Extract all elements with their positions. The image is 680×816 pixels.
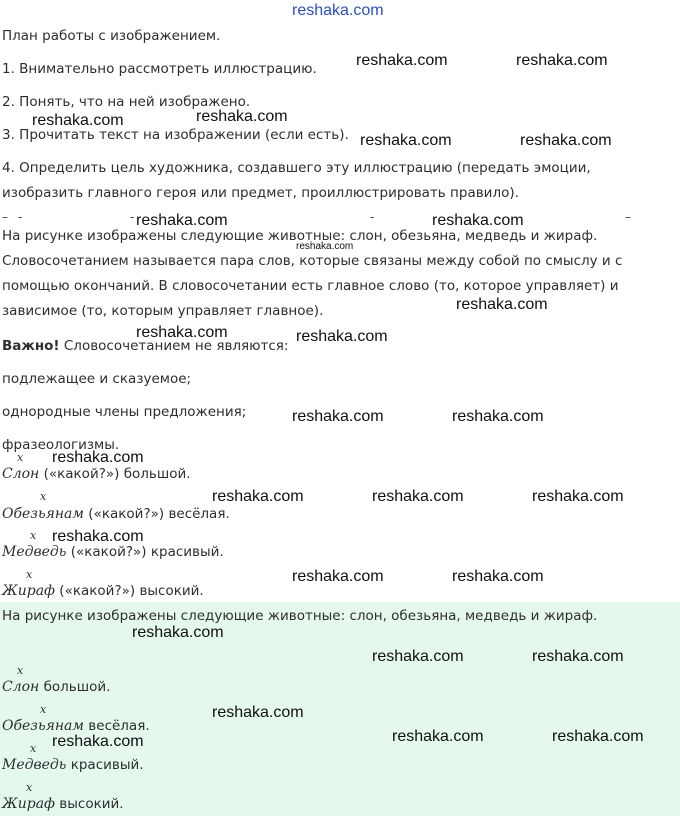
watermark: reshaka.com [292,408,384,425]
divider-mark: - [130,210,135,224]
main-word-mark: x [40,703,47,716]
explanation-intro: На рисунке изображены следующие животные: слон, обезьяна, медведь и жираф. [2,228,598,244]
answer-phrase-2 [2,718,150,734]
divider-mark: – [2,210,8,224]
watermark: reshaka.com [52,733,144,750]
watermark: reshaka.com [136,324,228,341]
phrase-4 [2,583,204,599]
phrase-dependent: большой. [123,466,191,482]
watermark: reshaka.com [296,328,388,345]
main-word-mark: x [30,529,37,542]
watermark: reshaka.com [136,212,228,229]
phrase-dependent: весёлая. [168,506,230,522]
phrase-head: Обезьянам [2,506,85,522]
watermark: reshaka.com [372,488,464,505]
phrase-question: («какой?») [84,506,169,522]
watermark: reshaka.com [532,488,624,505]
important-label: Важно! [2,338,60,354]
main-word-mark: x [40,490,47,503]
watermark: reshaka.com [356,52,448,69]
phrase-dependent: высокий. [55,796,124,812]
phrase-3 [2,544,224,560]
task-step-4: 4. Определить цель художника, создавшего эту иллюстрацию (передать эмоции, [2,160,591,176]
answer-phrase-4 [2,796,124,812]
main-word-mark: x [17,451,24,464]
phrase-dependent: красивый. [150,544,224,560]
watermark: reshaka.com [52,528,144,545]
phrase-dependent: красивый. [66,757,144,773]
phrase-2 [2,506,230,522]
watermark: reshaka.com [32,112,124,129]
main-word-mark: x [26,568,33,581]
definition-line-1: Словосочетанием называется пара слов, которые связаны между собой по смыслу и с [2,253,623,269]
site-header-link[interactable]: reshaka.com [292,2,384,19]
watermark: reshaka.com [452,568,544,585]
main-word-mark: x [30,742,37,755]
watermark: reshaka.com [196,108,288,125]
phrase-dependent: высокий. [139,583,204,599]
watermark: reshaka.com [456,296,548,313]
definition-line-3: зависимое (то, которым управляет главное). [2,303,324,319]
phrase-head: Жираф [2,796,56,812]
phrase-question: («какой?») [39,466,124,482]
divider-mark: – [625,210,631,224]
watermark: reshaka.com [452,408,544,425]
phrase-1 [2,466,191,482]
watermark: reshaka.com [360,132,452,149]
answer-phrase-3 [2,757,144,773]
phrase-question: («какой?») [66,544,151,560]
definition-line-2: помощью окончаний. В словосочетании есть главное слово (то, которое управляет) и [2,278,619,294]
task-title: План работы с изображением. [2,28,221,44]
task-step-4-cont: изобразить главного героя или предмет, проиллюстрировать правило). [2,185,519,201]
phrase-head: Слон [2,679,40,695]
answer-block [0,602,680,816]
divider-mark: - [18,210,23,224]
phrase-head: Обезьянам [2,718,85,734]
phrase-head: Жираф [2,583,56,599]
watermark: reshaka.com [432,212,524,229]
answer-phrase-1 [2,679,110,695]
phrase-head: Медведь [2,757,67,773]
watermark: reshaka.com [552,728,644,745]
exception-2: однородные члены предложения; [2,404,247,420]
exception-1: подлежащее и сказуемое; [2,371,192,387]
divider-mark: - [370,210,375,224]
task-step-1: 1. Внимательно рассмотреть иллюстрацию. [2,61,317,77]
watermark: reshaka.com [516,52,608,69]
watermark: reshaka.com [392,728,484,745]
phrase-dependent: большой. [39,679,111,695]
watermark: reshaka.com [292,568,384,585]
main-word-mark: x [17,664,24,677]
phrase-dependent: весёлая. [84,718,150,734]
watermark: reshaka.com [52,449,144,466]
watermark: reshaka.com [296,241,354,252]
exception-3: фразеологизмы. [2,437,120,453]
main-word-mark: x [26,781,33,794]
watermark: reshaka.com [372,648,464,665]
phrase-head: Слон [2,466,40,482]
phrase-head: Медведь [2,544,67,560]
watermark: reshaka.com [532,648,624,665]
task-step-2: 2. Понять, что на ней изображено. [2,94,251,110]
watermark: reshaka.com [212,704,304,721]
important-text: Словосочетанием не являются: [59,338,289,354]
watermark: reshaka.com [132,624,224,641]
task-step-3: 3. Прочитать текст на изображении (если есть). [2,127,349,143]
phrase-question: («какой?») [55,583,140,599]
answer-intro: На рисунке изображены следующие животные: слон, обезьяна, медведь и жираф. [2,608,598,624]
watermark: reshaka.com [212,488,304,505]
watermark: reshaka.com [520,132,612,149]
